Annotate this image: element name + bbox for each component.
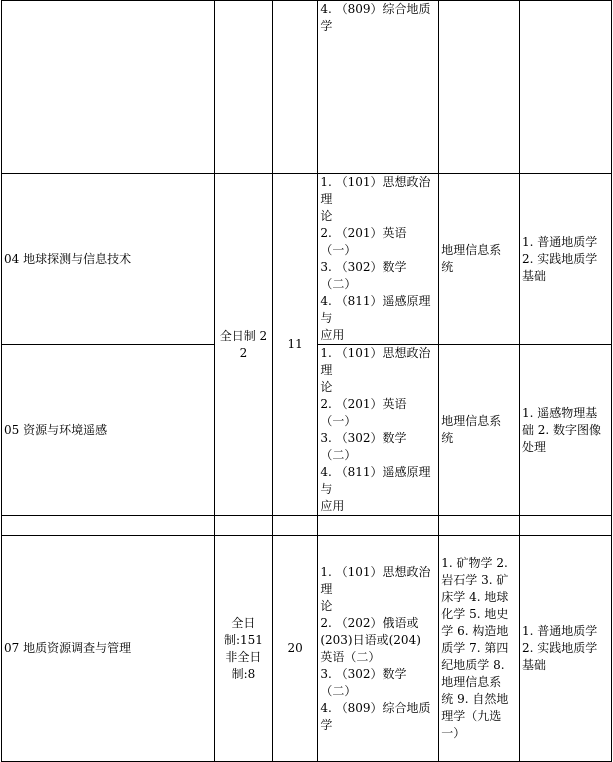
equivalent-subjects-cell <box>519 536 611 762</box>
equivalent-line: 基础 <box>521 268 546 283</box>
study-mode-cell <box>214 1 272 174</box>
enrollment-count-cell: 20 <box>272 536 317 762</box>
admissions-table <box>1 0 612 762</box>
retest-line: 1. 矿物学 2. <box>441 556 508 570</box>
exam-subjects-cell <box>318 516 439 536</box>
enrollment-count-cell: 11 <box>272 174 317 516</box>
equivalent-line: 处理 <box>521 439 546 454</box>
equivalent-line: 2. 实践地质学 <box>521 641 598 655</box>
exam-line: 2. （201）英语（一） <box>320 226 407 257</box>
equivalent-subjects-cell <box>519 1 611 174</box>
exam-subjects-cell <box>318 1 439 174</box>
exam-line: 3. （302）数学（二） <box>320 431 407 462</box>
exam-line: 4. （809）综合地质学 <box>320 2 431 33</box>
mode-line: 制:151 <box>223 632 263 647</box>
retest-line: 岩石学 3. 矿 <box>441 573 509 587</box>
exam-subjects-cell <box>318 174 439 345</box>
equivalent-line: 1. 遥感物理基 <box>521 405 598 420</box>
exam-line: 3. （302）数学（二） <box>320 260 407 291</box>
exam-line: (203)日语或(204) <box>320 632 421 647</box>
study-mode-cell <box>214 536 272 762</box>
retest-line: 统 9. 自然地 <box>441 692 509 706</box>
equivalent-line: 1. 普通地质学 <box>521 234 598 249</box>
mode-line: 非全日 <box>225 649 262 664</box>
exam-line: 4. （811）遥感原理与 <box>320 294 431 325</box>
exam-line: 论 <box>320 598 333 613</box>
exam-line: 应用 <box>320 499 345 513</box>
exam-line: 1. （101）思想政治理 <box>320 346 431 377</box>
study-mode-cell <box>214 516 272 536</box>
equivalent-subjects-cell <box>519 345 611 516</box>
exam-subjects-cell <box>318 345 439 516</box>
retest-line: 理学（九选 <box>441 709 502 723</box>
exam-line: 1. （101）思想政治理 <box>320 175 431 206</box>
equivalent-line: 2. 实践地质学 <box>521 251 598 266</box>
exam-line: 3. （302）数学（二） <box>320 666 407 698</box>
retest-line: 一） <box>441 726 466 740</box>
retest-line: 地理信息系 <box>441 414 502 428</box>
retest-subjects-cell <box>439 174 520 345</box>
retest-line: 床学 4. 地球 <box>441 590 509 604</box>
retest-subjects-cell <box>439 516 520 536</box>
exam-line: 1. （101）思想政治理 <box>320 564 431 596</box>
retest-line: 统 <box>441 260 454 274</box>
study-mode-cell: 全日制 22 <box>214 174 272 516</box>
direction-cell: 05 资源与环境遥感 <box>2 345 215 516</box>
equivalent-subjects-cell <box>519 174 611 345</box>
table-row <box>2 174 612 345</box>
table-row <box>2 1 612 174</box>
retest-line: 纪地质学 8. <box>441 658 505 672</box>
mode-line: 全日 <box>231 615 256 630</box>
section-title <box>2 516 215 536</box>
enrollment-count-cell <box>272 1 317 174</box>
exam-line: 4. （811）遥感原理与 <box>320 465 431 496</box>
equivalent-subjects-cell <box>519 516 611 536</box>
direction-cell: 04 地球探测与信息技术 <box>2 174 215 345</box>
exam-line: 论 <box>320 380 333 394</box>
exam-line: 应用 <box>320 328 345 342</box>
retest-line: 学 6. 构造地 <box>441 624 509 638</box>
exam-line: 论 <box>320 209 333 223</box>
retest-subjects-cell <box>439 1 520 174</box>
enrollment-count-cell <box>272 516 317 536</box>
retest-line: 地理信息系 <box>441 243 502 257</box>
retest-subjects-cell <box>439 536 520 762</box>
retest-line: 统 <box>441 431 454 445</box>
equivalent-line: 基础 <box>521 658 546 672</box>
mode-line: 制:8 <box>231 666 256 681</box>
table-row <box>2 536 612 762</box>
exam-line: 英语（二） <box>320 649 381 664</box>
exam-line: 2. （202）俄语或 <box>320 615 419 630</box>
exam-subjects-cell <box>318 536 439 762</box>
equivalent-line: 础 2. 数字图像 <box>521 422 602 437</box>
direction-cell: 07 地质资源调查与管理 <box>2 536 215 762</box>
retest-subjects-cell <box>439 345 520 516</box>
retest-line: 质学 7. 第四 <box>441 641 509 655</box>
section-row <box>2 516 612 536</box>
equivalent-line: 1. 普通地质学 <box>521 624 598 638</box>
direction-cell <box>2 1 215 174</box>
retest-line: 化学 5. 地史 <box>441 607 509 621</box>
retest-line: 地理信息系 <box>441 675 502 689</box>
exam-line: 2. （201）英语（一） <box>320 397 407 428</box>
exam-line: 4. （809）综合地质学 <box>320 700 431 732</box>
